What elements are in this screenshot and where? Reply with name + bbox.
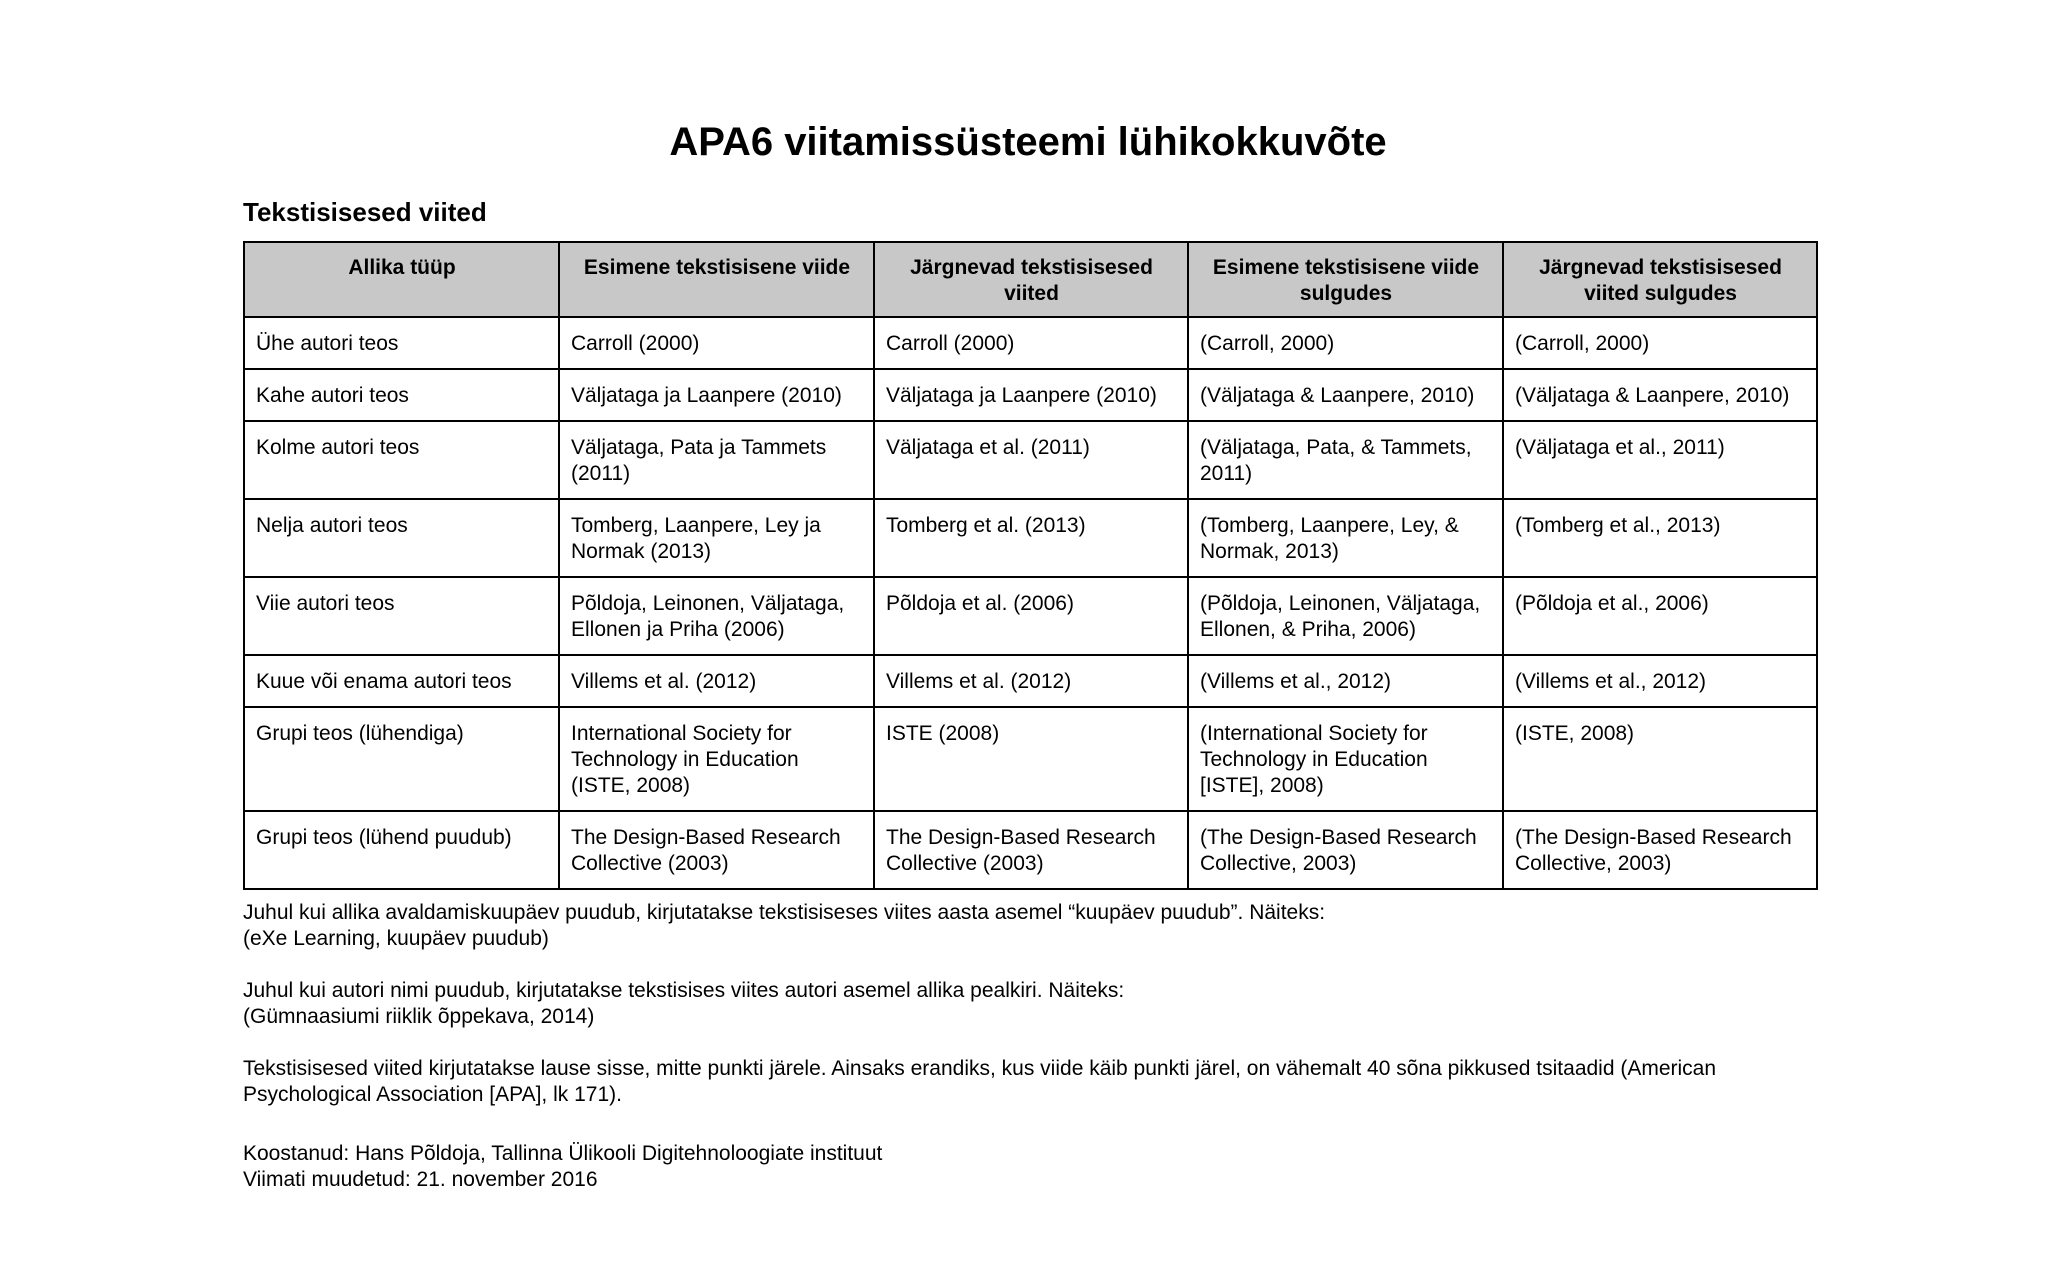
- last-modified: Viimati muudetud: 21. november 2016: [243, 1168, 598, 1191]
- table-cell: (Villems et al., 2012): [1503, 655, 1817, 707]
- table-row: [244, 369, 1817, 421]
- table-row: [244, 499, 1817, 577]
- header-first-parenthetical: Esimene tekstisisene viide sulgudes: [1188, 242, 1503, 317]
- note-text: Tekstisisesed viited kirjutatakse lause sisse, mitte punkti järele. Ainsaks erandiks, kus viide käib punkti järel, on vähemalt 40 sõna pikkused tsitaadid (American Psychological Association [APA], lk 171).: [243, 1057, 1717, 1106]
- header-subsequent-parenthetical: Järgnevad tekstisisesed viited sulgudes: [1503, 242, 1817, 317]
- table-cell: Villems et al. (2012): [874, 655, 1188, 707]
- table-cell: Villems et al. (2012): [559, 655, 874, 707]
- table-row: [244, 707, 1817, 811]
- citation-table: [243, 241, 1818, 890]
- table-cell: Tomberg, Laanpere, Ley ja Normak (2013): [559, 499, 874, 577]
- table-cell: (Põldoja et al., 2006): [1503, 577, 1817, 655]
- table-cell: (International Society for Technology in Education [ISTE], 2008): [1188, 707, 1503, 811]
- table-cell: (ISTE, 2008): [1503, 707, 1817, 811]
- note-text: Juhul kui autori nimi puudub, kirjutatakse tekstisises viites autori asemel allika pealkiri. Näiteks:: [243, 979, 1125, 1002]
- table-cell: Grupi teos (lühendiga): [244, 707, 559, 811]
- table-cell: (Tomberg, Laanpere, Ley, & Normak, 2013): [1188, 499, 1503, 577]
- table-cell: Põldoja et al. (2006): [874, 577, 1188, 655]
- header-source-type: Allika tüüp: [244, 242, 559, 317]
- note-example: (eXe Learning, kuupäev puudub): [243, 927, 549, 950]
- table-row: [244, 421, 1817, 499]
- note-text: Juhul kui allika avaldamiskuupäev puudub, kirjutatakse tekstisiseses viites aasta asemel “kuupäev puudub”. Näiteks:: [243, 901, 1326, 924]
- table-cell: (Väljataga et al., 2011): [1503, 421, 1817, 499]
- table-cell: Tomberg et al. (2013): [874, 499, 1188, 577]
- table-cell: Põldoja, Leinonen, Väljataga, Ellonen ja Priha (2006): [559, 577, 874, 655]
- table-row: [244, 317, 1817, 369]
- table-cell: The Design-Based Research Collective (2003): [559, 811, 874, 889]
- table-cell: Carroll (2000): [874, 317, 1188, 369]
- table-row: [244, 811, 1817, 889]
- notes-section: [243, 900, 1843, 1193]
- table-cell: Nelja autori teos: [244, 499, 559, 577]
- section-heading: Tekstisisesed viited: [243, 197, 487, 227]
- note-example: (Gümnaasiumi riiklik õppekava, 2014): [243, 1005, 595, 1028]
- table-cell: Kolme autori teos: [244, 421, 559, 499]
- table-cell: (Carroll, 2000): [1188, 317, 1503, 369]
- table-cell: Väljataga et al. (2011): [874, 421, 1188, 499]
- table-cell: International Society for Technology in Education (ISTE, 2008): [559, 707, 874, 811]
- document-title: APA6 viitamissüsteemi lühikokkuvõte: [669, 120, 1387, 164]
- table-cell: Kahe autori teos: [244, 369, 559, 421]
- note-placement: [243, 1056, 1843, 1108]
- header-first-citation: Esimene tekstisisene viide: [559, 242, 874, 317]
- table-header-row: [244, 242, 1817, 317]
- document-footer: [243, 1141, 1843, 1193]
- table-cell: (Tomberg et al., 2013): [1503, 499, 1817, 577]
- table-cell: Viie autori teos: [244, 577, 559, 655]
- table-cell: (Väljataga & Laanpere, 2010): [1188, 369, 1503, 421]
- table-cell: (Põldoja, Leinonen, Väljataga, Ellonen, & Priha, 2006): [1188, 577, 1503, 655]
- table-cell: (The Design-Based Research Collective, 2003): [1188, 811, 1503, 889]
- note-no-author: [243, 978, 1843, 1030]
- table-row: [244, 577, 1817, 655]
- table-cell: ISTE (2008): [874, 707, 1188, 811]
- table-cell: (The Design-Based Research Collective, 2003): [1503, 811, 1817, 889]
- table-cell: Grupi teos (lühend puudub): [244, 811, 559, 889]
- table-cell: Väljataga ja Laanpere (2010): [559, 369, 874, 421]
- table-cell: Väljataga ja Laanpere (2010): [874, 369, 1188, 421]
- table-cell: (Carroll, 2000): [1503, 317, 1817, 369]
- table-cell: The Design-Based Research Collective (2003): [874, 811, 1188, 889]
- table-cell: (Väljataga, Pata, & Tammets, 2011): [1188, 421, 1503, 499]
- table-cell: (Väljataga & Laanpere, 2010): [1503, 369, 1817, 421]
- compiled-by: Koostanud: Hans Põldoja, Tallinna Ülikooli Digitehnoloogiate instituut: [243, 1142, 883, 1165]
- table-cell: Ühe autori teos: [244, 317, 559, 369]
- table-cell: Kuue või enama autori teos: [244, 655, 559, 707]
- table-cell: Carroll (2000): [559, 317, 874, 369]
- table-cell: (Villems et al., 2012): [1188, 655, 1503, 707]
- header-subsequent-citations: Järgnevad tekstisisesed viited: [874, 242, 1188, 317]
- table-row: [244, 655, 1817, 707]
- note-no-date: [243, 900, 1843, 952]
- table-cell: Väljataga, Pata ja Tammets (2011): [559, 421, 874, 499]
